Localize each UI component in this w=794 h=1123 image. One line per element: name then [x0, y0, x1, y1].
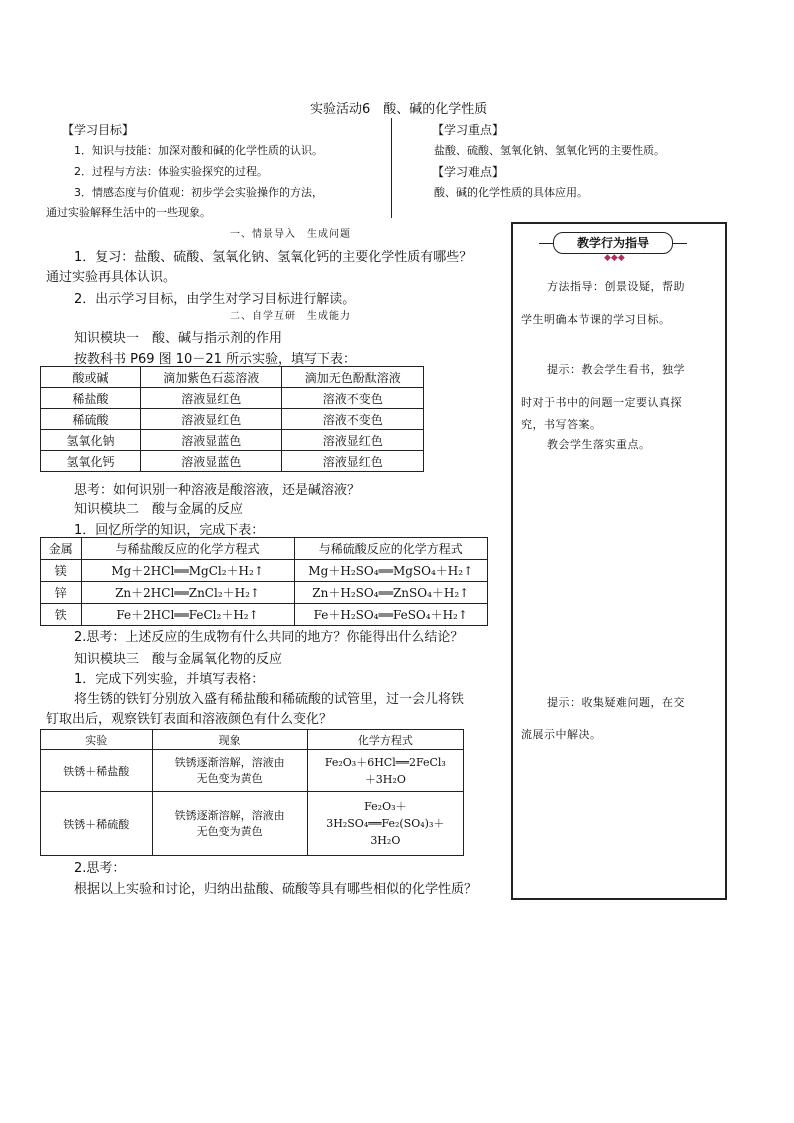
equation-cell: Fe＋2HCl══FeCl₂＋H₂↑ [81, 604, 294, 626]
key-points-heading: 【学习重点】 [432, 123, 505, 137]
module2-title: 知识模块二 酸与金属的反应 [74, 502, 244, 517]
table-cell: 溶液不变色 [282, 409, 424, 430]
table-header: 现象 [152, 730, 307, 750]
equation-line: 3H₂O [370, 834, 401, 847]
module3-instruction: 1．完成下列实验，并填写表格： [74, 672, 265, 687]
table-cell: 氢氧化钙 [41, 451, 141, 472]
phenomenon-line: 铁锈逐渐溶解，溶液由 [174, 755, 285, 769]
table-header: 与稀盐酸反应的化学方程式 [81, 538, 294, 560]
indicator-table [40, 366, 424, 472]
equation-cell: Zn＋2HCl══ZnCl₂＋H₂↑ [81, 582, 294, 604]
section2-heading: 二、自学互研 生成能力 [230, 311, 351, 322]
table-row [41, 604, 488, 626]
table-cell: 溶液显蓝色 [140, 430, 282, 451]
goal-item-3: 3．情感态度与价值观：初步学会实验操作的方法， [74, 186, 323, 199]
think-question-1: 思考：如何识别一种溶液是酸溶液，还是碱溶液？ [74, 483, 361, 498]
equation-line: Fe₂O₃＋ [364, 800, 407, 813]
goals-heading: 【学习目标】 [62, 123, 135, 137]
table-cell: 镁 [41, 560, 82, 582]
section1-item1-cont: 通过实验再具体认识。 [46, 270, 177, 285]
metal-reaction-table [40, 537, 488, 626]
think-question-3: 根据以上实验和讨论，归纳出盐酸、硫酸等具有哪些相似的化学性质？ [74, 882, 478, 897]
table-cell: 锌 [41, 582, 82, 604]
module1-instruction: 按教科书 P69 图 10－21 所示实验，填写下表： [74, 352, 356, 367]
table-cell: 氢氧化钠 [41, 430, 141, 451]
difficult-points-text: 酸、碱的化学性质的具体应用。 [434, 186, 588, 199]
equation-cell [307, 750, 463, 792]
key-points-text: 盐酸、硫酸、氢氧化钠、氢氧化钙的主要性质。 [434, 144, 665, 157]
phenomenon-cell [152, 792, 307, 856]
module3-title: 知识模块三 酸与金属氧化物的反应 [74, 652, 283, 667]
page-title: 实验活动6 酸、碱的化学性质 [310, 102, 488, 117]
guide-method-cont: 学生明确本节课的学习目标。 [521, 313, 671, 326]
guide-hint-1: 提示：教会学生看书，独学 [547, 363, 685, 376]
column-divider [391, 118, 392, 218]
table-header: 滴加紫色石蕊溶液 [140, 367, 282, 388]
section1-heading: 一、情景导入 生成问题 [230, 229, 351, 240]
table-cell: 溶液不变色 [282, 388, 424, 409]
module3-paragraph-cont: 钉取出后，观察铁钉表面和溶液颜色有什么变化？ [46, 712, 333, 727]
module1-title: 知识模块一 酸、碱与指示剂的作用 [74, 331, 283, 346]
equation-cell: Mg＋H₂SO₄══MgSO₄＋H₂↑ [294, 560, 487, 582]
table-row [41, 560, 488, 582]
goal-item-1: 1．知识与技能：加深对酸和碱的化学性质的认识。 [74, 144, 323, 157]
equation-cell [307, 792, 463, 856]
goal-item-2: 2．过程与方法：体验实验探究的过程。 [74, 165, 268, 178]
table-row [41, 451, 424, 472]
equation-cell: Mg＋2HCl══MgCl₂＋H₂↑ [81, 560, 294, 582]
table-row [41, 750, 464, 792]
table-row [41, 582, 488, 604]
section1-item1: 1．复习：盐酸、硫酸、氢氧化钠、氢氧化钙的主要化学性质有哪些？ [74, 250, 473, 265]
section1-item2: 2．出示学习目标，由学生对学习目标进行解读。 [74, 292, 356, 307]
guide-hint-1-note: 教会学生落实重点。 [547, 438, 651, 451]
table-header: 化学方程式 [307, 730, 463, 750]
table-cell: 溶液显红色 [140, 388, 282, 409]
table-row [41, 430, 424, 451]
equation-line: 3H₂SO₄══Fe₂(SO₄)₃＋ [326, 817, 445, 830]
equation-line: Fe₂O₃＋6HCl══2FeCl₃ [324, 755, 446, 769]
table-cell: 铁锈＋稀硫酸 [41, 792, 153, 856]
teaching-guide-panel [511, 222, 727, 900]
guide-hint-2-cont: 流展示中解决。 [521, 728, 602, 741]
table-header: 滴加无色酚酞溶液 [282, 367, 424, 388]
table-cell: 溶液显红色 [140, 409, 282, 430]
think-question-2: 2.思考：上述反应的生成物有什么共同的地方？你能得出什么结论？ [74, 630, 464, 645]
table-cell: 稀硫酸 [41, 409, 141, 430]
table-cell: 铁 [41, 604, 82, 626]
module2-instruction: 1．回忆所学的知识，完成下表： [74, 523, 265, 538]
table-header: 金属 [41, 538, 82, 560]
equation-line: ＋3H₂O [364, 772, 406, 786]
table-header: 酸或碱 [41, 367, 141, 388]
equation-cell: Fe＋H₂SO₄══FeSO₄＋H₂↑ [294, 604, 487, 626]
guide-title: 教学行为指导 [553, 232, 673, 254]
table-cell: 溶液显红色 [282, 430, 424, 451]
table-row [41, 792, 464, 856]
goal-item-3-cont: 通过实验解释生活中的一些现象。 [46, 206, 211, 219]
table-cell: 铁锈＋稀盐酸 [41, 750, 153, 792]
table-row [41, 388, 424, 409]
guide-hint-1-cont: 时对于书中的问题一定要认真探 [521, 396, 682, 409]
table-header: 与稀硫酸反应的化学方程式 [294, 538, 487, 560]
module3-paragraph: 将生锈的铁钉分别放入盛有稀盐酸和稀硫酸的试管里，过一会儿将铁 [74, 692, 465, 707]
phenomenon-cell [152, 750, 307, 792]
think-question-3-label: 2.思考： [74, 861, 126, 876]
phenomenon-line: 无色变为黄色 [196, 771, 263, 785]
table-cell: 溶液显红色 [282, 451, 424, 472]
guide-hint-2: 提示：收集疑难问题，在交 [547, 696, 685, 709]
table-cell: 溶液显蓝色 [140, 451, 282, 472]
rust-reaction-table [40, 729, 464, 856]
difficult-points-heading: 【学习难点】 [432, 165, 505, 179]
guide-hint-1-cont2: 究，书写答案。 [521, 418, 602, 431]
equation-cell: Zn＋H₂SO₄══ZnSO₄＋H₂↑ [294, 582, 487, 604]
table-row [41, 409, 424, 430]
decoration-icon: ◆◆◆ [604, 253, 625, 263]
phenomenon-line: 无色变为黄色 [196, 824, 263, 838]
guide-method: 方法指导：创景设疑，帮助 [547, 280, 685, 293]
table-cell: 稀盐酸 [41, 388, 141, 409]
phenomenon-line: 铁锈逐渐溶解，溶液由 [174, 808, 285, 822]
table-header: 实验 [41, 730, 153, 750]
